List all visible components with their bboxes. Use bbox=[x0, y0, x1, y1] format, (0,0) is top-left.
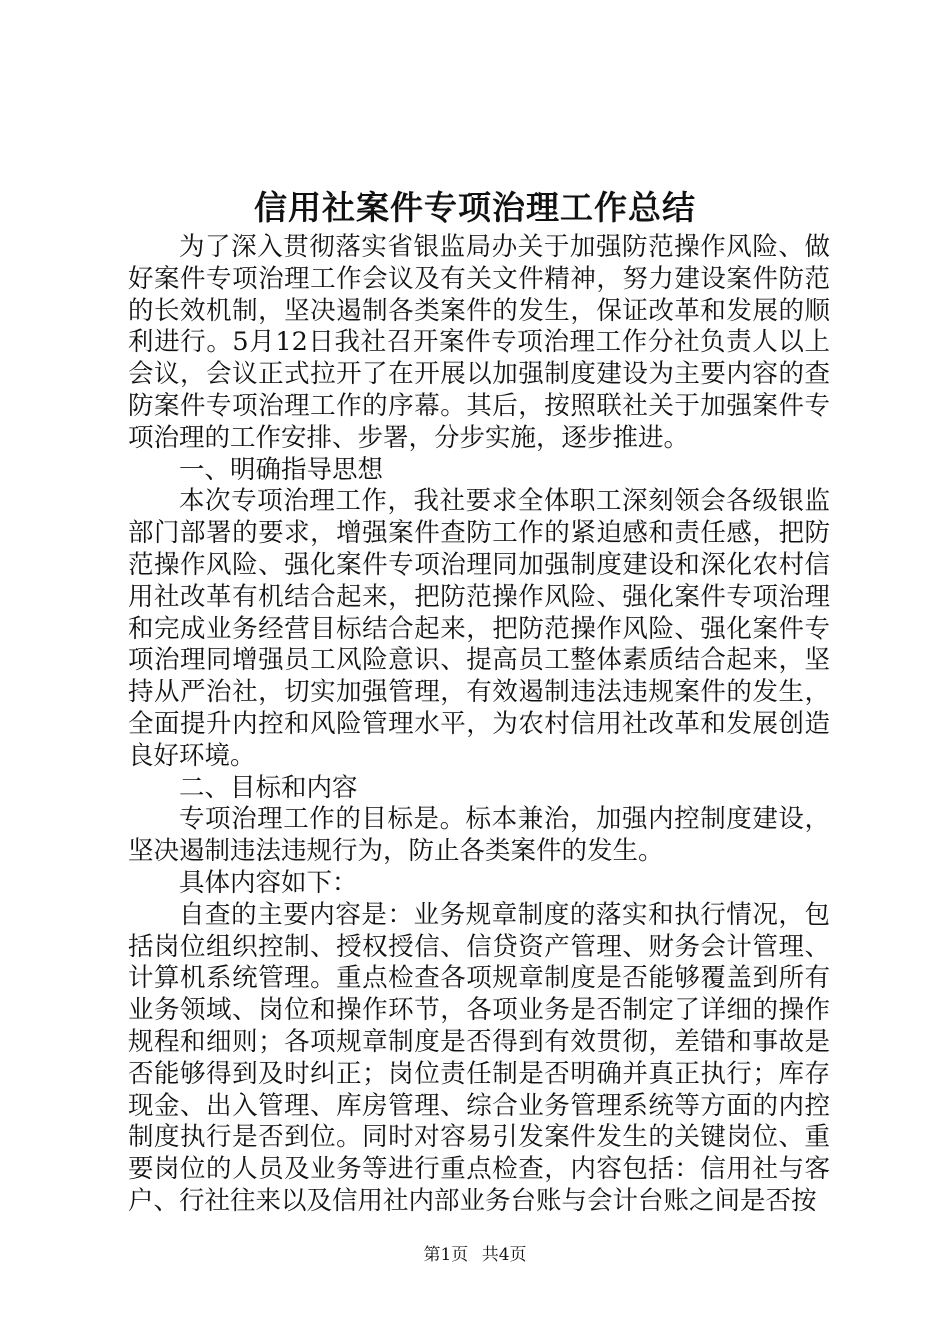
page-number: 第1页 bbox=[423, 1245, 469, 1265]
section-heading-2: 二、目标和内容 bbox=[179, 772, 358, 803]
paragraph-self-check: 自查的主要内容是：业务规章制度的落实和执行情况，包括岗位组织控制、授权授信、信贷资产管理、财务会计管理、计算机系统管理。重点检查各项规章制度是否能够覆盖到所有业务领域、岗位和操作环节，各项业务是否制定了详细的操作规程和细则；各项规章制度是否得到有效贯彻，差错和事故是否能够得到及时纠正；岗位责任制是否明确并真正执行；库存现金、出入管理、库房管理、综合业务管理系统等方面的内控制度执行是否到位。同时对容易引发案件发生的关键岗位、重要岗位的人员及业务等进行重点检查，内容包括：信用社与客户、行社往来以及信用社内部业务台账与会计台账之间是否按 bbox=[128, 899, 830, 1216]
paragraph-intro: 为了深入贯彻落实省银监局办关于加强防范操作风险、做好案件专项治理工作会议及有关文件精神，努力建设案件防范的长效机制，坚决遏制各类案件的发生，保证改革和发展的顺利进行。5月12日我社召开案件专项治理工作分社负责人以上会议，会议正式拉开了在开展以加强制度建设为主要内容的查防案件专项治理工作的序幕。其后，按照联社关于加强案件专项治理的工作安排、步署，分步实施，逐步推进。 bbox=[128, 232, 830, 453]
paragraph-content-intro: 具体内容如下： bbox=[179, 867, 358, 898]
section-heading-1: 一、明确指导思想 bbox=[179, 454, 384, 485]
paragraph-goal: 专项治理工作的目标是。标本兼治，加强内控制度建设，坚决遏制违法违规行为，防止各类案件的发生。 bbox=[128, 804, 830, 867]
document-body bbox=[128, 232, 830, 1218]
document-title: 信用社案件专项治理工作总结 bbox=[254, 188, 696, 227]
paragraph-guiding-thought: 本次专项治理工作，我社要求全体职工深刻领会各级银监部门部署的要求，增强案件查防工作的紧迫感和责任感，把防范操作风险、强化案件专项治理同加强制度建设和深化农村信用社改革有机结合起来，把防范操作风险、强化案件专项治理和完成业务经营目标结合起来，把防范操作风险、强化案件专项治理同增强员工风险意识、提高员工整体素质结合起来，坚持从严治社，切实加强管理，有效遏制违法违规案件的发生，全面提升内控和风险管理水平，为农村信用社改革和发展创造良好环境。 bbox=[128, 486, 830, 771]
page-total: 共4页 bbox=[481, 1245, 527, 1265]
page-footer bbox=[0, 1244, 950, 1266]
